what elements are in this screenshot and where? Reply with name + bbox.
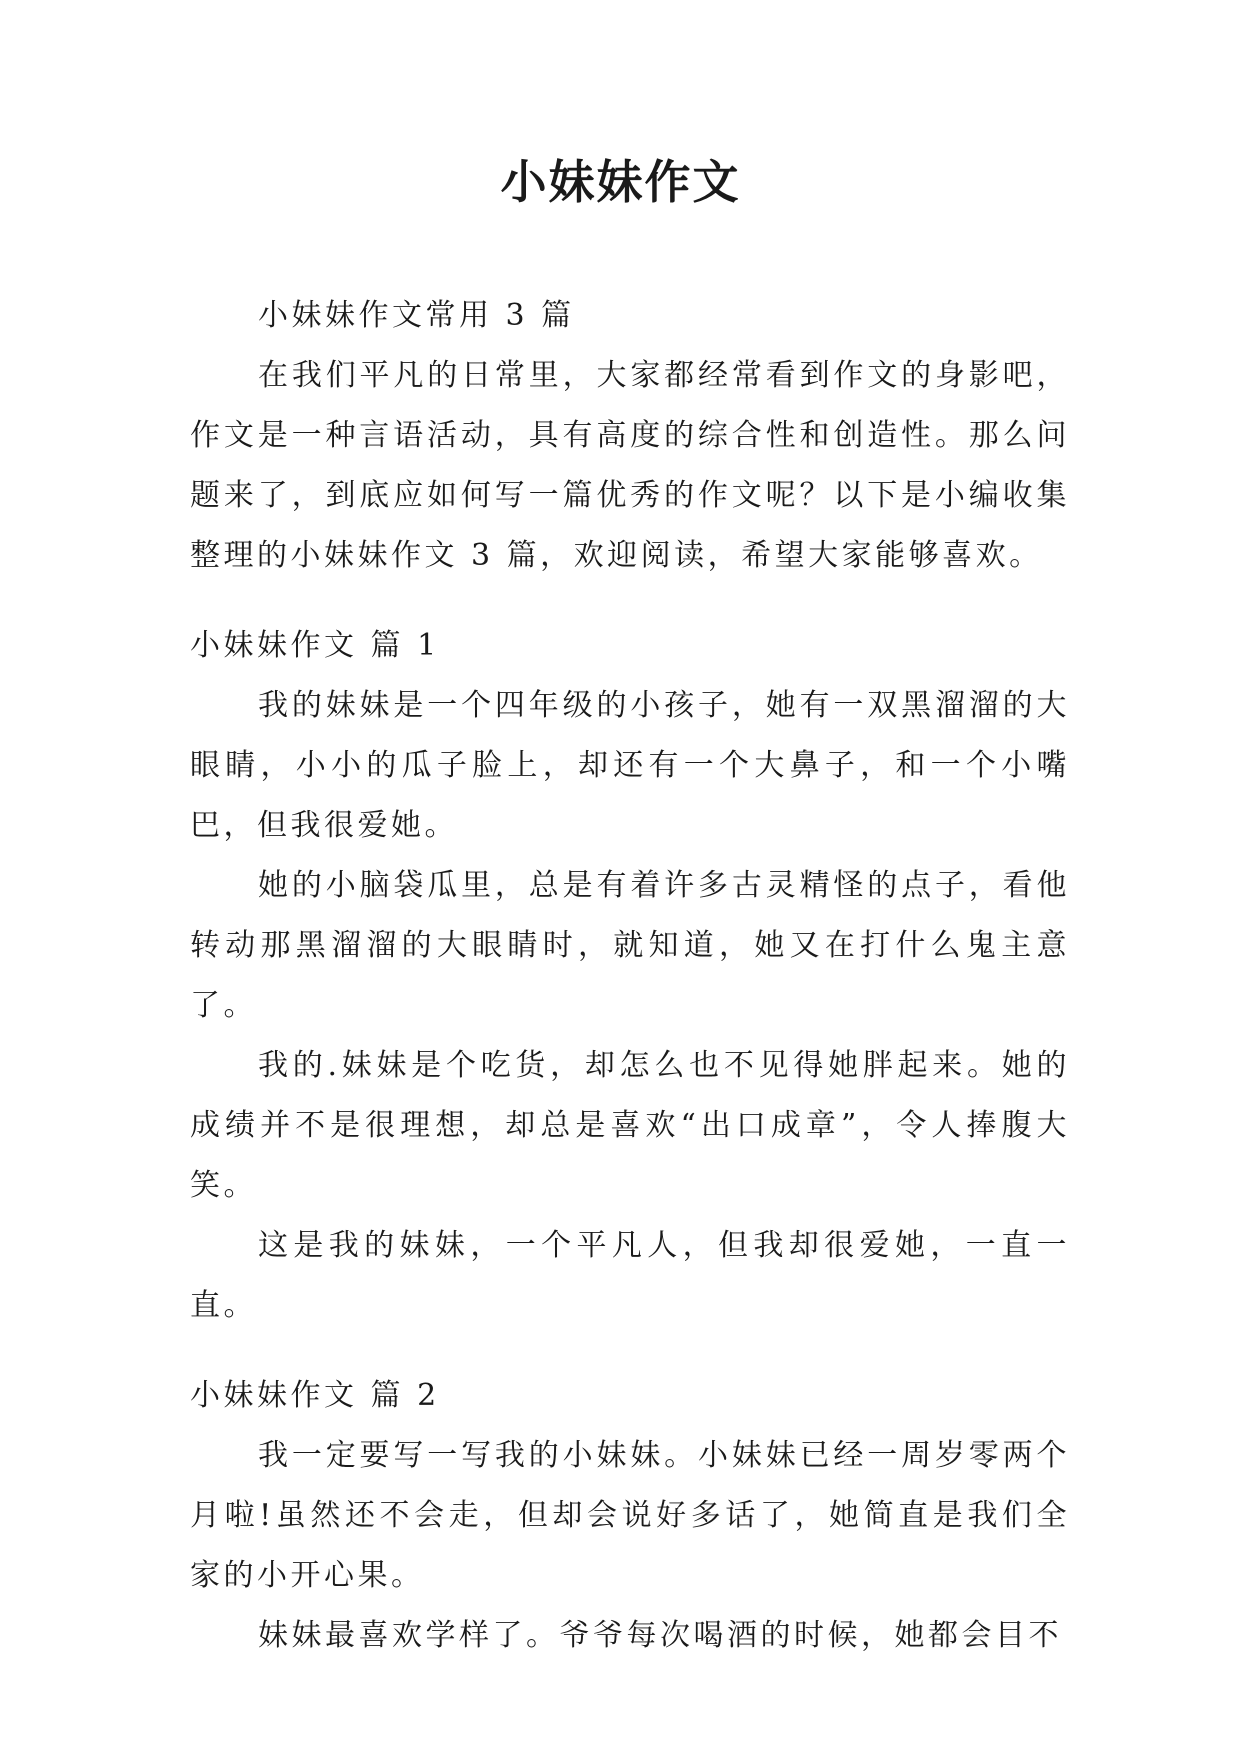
intro-paragraph: 在我们平凡的日常里，大家都经常看到作文的身影吧，作文是一种言语活动，具有高度的综合性和创造性。那么问题来了，到底应如何写一篇优秀的作文呢？以下是小编收集整理的小妹妹作文 3 篇，欢迎阅读，希望大家能够喜欢。 [190,358,1070,573]
essay-2-paragraph-1: 我一定要写一写我的小妹妹。小妹妹已经一周岁零两个月啦!虽然还不会走，但却会说好多话了，她简直是我们全家的小开心果。 [190,1438,1070,1593]
essay-1-paragraph-4: 这是我的妹妹，一个平凡人，但我却很爱她，一直一直。 [190,1228,1070,1323]
essay-1-paragraph-1: 我的妹妹是一个四年级的小孩子，她有一双黑溜溜的大眼睛，小小的瓜子脸上，却还有一个大鼻子，和一个小嘴巴，但我很爱她。 [190,688,1070,843]
essay-1-paragraph-2: 她的小脑袋瓜里，总是有着许多古灵精怪的点子，看他转动那黑溜溜的大眼睛时，就知道，她又在打什么鬼主意了。 [190,868,1070,1023]
essay-2-paragraph-2: 妹妹最喜欢学样了。爷爷每次喝酒的时候，她都会目不 [258,1618,1062,1653]
section-gap [190,1336,1070,1366]
essay-2-heading: 小妹妹作文 篇 2 [190,1378,440,1413]
essay-1-paragraph-3: 我的.妹妹是个吃货，却怎么也不见得她胖起来。她的成绩并不是很理想，却总是喜欢“出口成章”，令人捧腹大笑。 [190,1048,1070,1203]
essay-1-heading: 小妹妹作文 篇 1 [190,628,440,663]
document-title: 小妹妹作文 [500,155,741,209]
document-body [190,286,1070,1666]
intro-subtitle: 小妹妹作文常用 3 篇 [258,298,575,333]
section-gap [190,586,1070,616]
